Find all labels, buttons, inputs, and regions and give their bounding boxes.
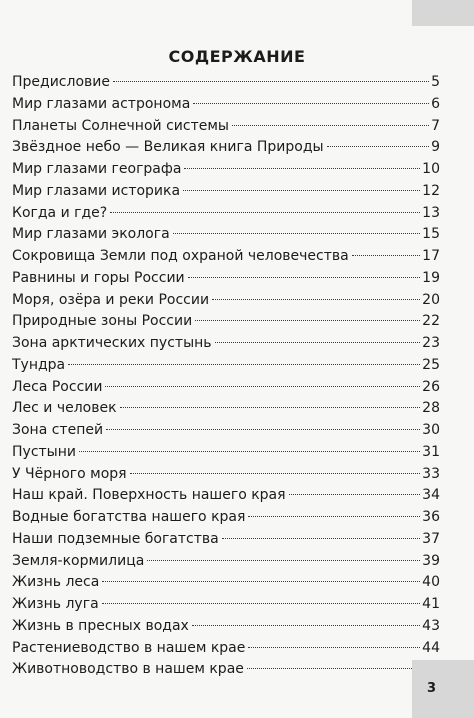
toc-entry-title: Наш край. Поверхность нашего края [12, 487, 286, 504]
toc-entry [12, 159, 440, 181]
toc-entry-title: Земля-кормилица [12, 552, 145, 569]
toc-entry-page: 15 [422, 226, 440, 243]
dot-leader [192, 625, 420, 626]
toc-entry-title: Мир глазами астронома [12, 95, 191, 112]
toc-entry [12, 572, 440, 594]
toc-entry-title: Жизнь леса [12, 574, 100, 591]
toc-entry [12, 594, 440, 616]
dot-leader [248, 516, 420, 517]
toc-entry-page: 26 [422, 378, 440, 395]
toc-entry-page: 19 [422, 269, 440, 286]
dot-leader [110, 212, 420, 213]
toc-entry [12, 507, 440, 529]
toc-entry-page: 36 [422, 509, 440, 525]
toc-entry-page: 37 [422, 530, 440, 547]
dot-leader [352, 255, 420, 256]
toc-entry-page: 23 [422, 335, 440, 351]
dot-leader [188, 277, 421, 278]
table-of-contents [12, 72, 440, 681]
toc-entry [12, 333, 440, 355]
toc-entry-page: 5 [431, 74, 440, 90]
page-title: СОДЕРЖАНИЕ [168, 46, 306, 66]
toc-entry-title: Леса России [12, 378, 103, 395]
toc-entry-page: 13 [422, 204, 440, 221]
toc-entry-page: 30 [422, 422, 440, 438]
toc-entry [12, 420, 440, 442]
toc-entry-page: 43 [422, 617, 440, 634]
toc-entry-page: 25 [422, 356, 440, 373]
toc-entry-title: Тундра [12, 356, 66, 373]
toc-entry-title: Лес и человек [12, 400, 117, 417]
toc-entry [12, 659, 440, 681]
dot-leader [222, 538, 420, 539]
toc-entry-page: 40 [422, 574, 440, 591]
toc-entry-page: 22 [422, 313, 440, 330]
toc-entry [12, 355, 440, 377]
toc-entry-title: Зона степей [12, 422, 104, 438]
dot-leader [289, 494, 421, 495]
toc-entry [12, 246, 440, 268]
toc-entry-title: Звёздное небо — Великая книга Природы [12, 139, 324, 156]
toc-entry-title: Когда и где? [12, 204, 108, 221]
dot-leader [232, 125, 429, 126]
toc-entry-title: Мир глазами историка [12, 182, 181, 199]
toc-entry-title: Жизнь в пресных водах [12, 617, 189, 634]
dot-leader [247, 668, 420, 669]
dot-leader [79, 451, 420, 452]
toc-entry [12, 398, 440, 420]
dot-leader [102, 603, 421, 604]
toc-entry [12, 638, 440, 660]
toc-entry [12, 94, 440, 116]
corner-decoration [412, 0, 474, 26]
toc-entry-page: 39 [422, 552, 440, 569]
dot-leader [195, 320, 420, 321]
dot-leader [184, 168, 420, 169]
toc-entry [12, 464, 440, 486]
toc-entry-title: Равнины и горы России [12, 269, 185, 286]
toc-entry [12, 290, 440, 312]
toc-entry-page: 28 [422, 400, 440, 417]
toc-entry-page: 17 [422, 248, 440, 264]
dot-leader [147, 560, 420, 561]
dot-leader [68, 364, 420, 365]
dot-leader [130, 473, 421, 474]
dot-leader [215, 342, 421, 343]
dot-leader [212, 299, 420, 300]
toc-entry-title: Природные зоны России [12, 313, 193, 330]
toc-entry [12, 137, 440, 159]
toc-entry-title: Зона арктических пустынь [12, 335, 212, 351]
toc-entry-page: 44 [422, 639, 440, 656]
toc-entry-page: 10 [422, 161, 440, 177]
toc-entry [12, 224, 440, 246]
toc-entry [12, 181, 440, 203]
dot-leader [327, 146, 430, 147]
dot-leader [105, 386, 420, 387]
toc-entry-title: Предисловие [12, 74, 110, 90]
toc-entry [12, 72, 440, 94]
toc-entry [12, 485, 440, 507]
dot-leader [248, 647, 420, 648]
toc-entry-title: Моря, озёра и реки России [12, 291, 210, 308]
toc-entry-page: 7 [431, 117, 440, 134]
toc-entry-title: Пустыни [12, 443, 76, 460]
dot-leader [106, 429, 420, 430]
toc-entry-page: 33 [422, 465, 440, 482]
toc-entry [12, 616, 440, 638]
toc-entry [12, 268, 440, 290]
dot-leader [193, 103, 429, 104]
toc-entry [12, 551, 440, 573]
toc-entry-title: Мир глазами эколога [12, 226, 170, 243]
toc-entry-title: У Чёрного моря [12, 465, 127, 482]
toc-entry [12, 203, 440, 225]
toc-entry-title: Сокровища Земли под охраной человечества [12, 248, 349, 264]
toc-entry [12, 442, 440, 464]
toc-entry-title: Растениеводство в нашем крае [12, 639, 246, 656]
dot-leader [102, 581, 420, 582]
toc-entry-title: Водные богатства нашего края [12, 509, 246, 525]
toc-entry-page: 31 [422, 443, 440, 460]
dot-leader [113, 81, 429, 82]
dot-leader [120, 407, 421, 408]
toc-entry-title: Жизнь луга [12, 596, 99, 612]
page-number: 3 [426, 681, 436, 696]
toc-entry-title: Животноводство в нашем крае [12, 661, 244, 678]
toc-entry [12, 529, 440, 551]
toc-entry [12, 116, 440, 138]
toc-entry [12, 377, 440, 399]
footer-decoration [412, 660, 474, 718]
toc-entry-page: 6 [431, 95, 440, 112]
toc-entry-page: 12 [422, 182, 440, 199]
toc-entry-page: 41 [422, 596, 440, 612]
toc-entry-page: 9 [431, 139, 440, 156]
dot-leader [173, 233, 420, 234]
toc-entry-title: Мир глазами географа [12, 161, 182, 177]
toc-entry-title: Наши подземные богатства [12, 530, 219, 547]
toc-entry [12, 311, 440, 333]
toc-entry-title: Планеты Солнечной системы [12, 117, 229, 134]
toc-entry-page: 20 [422, 291, 440, 308]
dot-leader [183, 190, 420, 191]
toc-entry-page: 34 [422, 487, 440, 504]
